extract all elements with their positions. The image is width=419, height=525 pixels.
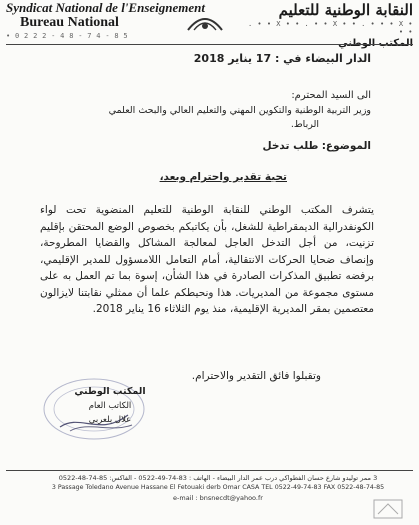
letter-body: يتشرف المكتب الوطني للنقابة الوطنية للتعليم المنضوية تحت لواء الكونفدرالية الديمقراطية للشغل، بأن يكاتبكم بخصوص الوضع المحتقن بإقليم تزنيت، من أجل التدخل العاجل لمعالجة المشاكل والقضايا المطروحة، وإنصاف ضحايا الحركات الانتقالية، أمام التعامل اللامسؤول للمدير الإقليمي، برفضه تطبيق المذكرات الصادرة في هذا الشأن، إسوة بما تم العمل به على مستوى مجموعة من المديريات. هذا ونحيطكم علما أن ممثلي نقابتنا لايزالون معتصمين بمقر المديرية الإقليمية، منذ يوم الثلاثاء 16 يناير 2018. bbox=[40, 204, 374, 315]
subject-label: الموضوع: bbox=[321, 140, 371, 152]
letter-recipient-title: وزير التربية الوطنية والتكوين المهني والتعليم العالي والبحث العلمي bbox=[108, 105, 371, 116]
footer-divider bbox=[6, 470, 413, 471]
letter-date: الدار البيضاء في : 17 يناير 2018 bbox=[193, 52, 371, 65]
footer-address-fr: 3 Passage Toledano Avenue Hassane El Fetouaki derb Omar CASA TEL 0522-49-74-83 FAX 0522-48-74-85 bbox=[51, 484, 385, 491]
header-fr-line2: Bureau National bbox=[20, 15, 119, 30]
footer-address-ar: 3 ممر توليدو شارع حسان الفطواكي درب عمر الدار البيضاء - الهاتف : 83-74-49-0522 - الفاكس: 85-74-48-0522 bbox=[58, 474, 378, 482]
letter-greeting: تحية تقدير واحترام وبعد، bbox=[159, 171, 287, 183]
footer-email: e-mail : bnsnecdt@yahoo.fr bbox=[173, 494, 263, 502]
union-logo-icon bbox=[180, 6, 230, 36]
header-ar-dots: . • • X • • . • • X • • . • • • X • • • bbox=[247, 20, 413, 36]
signature-name: علال بلعربي bbox=[88, 415, 132, 425]
footer-mark-icon bbox=[368, 496, 408, 522]
signature-office: المكتب الوطني bbox=[74, 386, 146, 397]
letter-city: الرباط. bbox=[290, 119, 319, 130]
subject-value: طلب تدخل bbox=[262, 140, 319, 152]
letter-subject bbox=[262, 140, 371, 152]
header-ar-office: المكتب الوطني bbox=[338, 38, 413, 49]
letter-recipient: الى السيد المحترم: bbox=[291, 90, 371, 101]
header-arabic bbox=[243, 0, 413, 49]
header-phone-strip: • 0 2 2 2 - 4 8 - 7 4 - 8 5 bbox=[6, 32, 128, 40]
letter-closing: وتقبلوا فائق التقدير والاحترام. bbox=[191, 370, 321, 382]
signature-title: الكاتب العام bbox=[88, 401, 132, 411]
signature-block bbox=[70, 386, 150, 425]
header-divider bbox=[6, 44, 413, 45]
header-fr-line1: Syndicat National de l'Enseignement bbox=[6, 0, 205, 15]
header-ar-logo: النقابة الوطنية للتعليم bbox=[278, 1, 413, 19]
header-french bbox=[6, 0, 205, 31]
